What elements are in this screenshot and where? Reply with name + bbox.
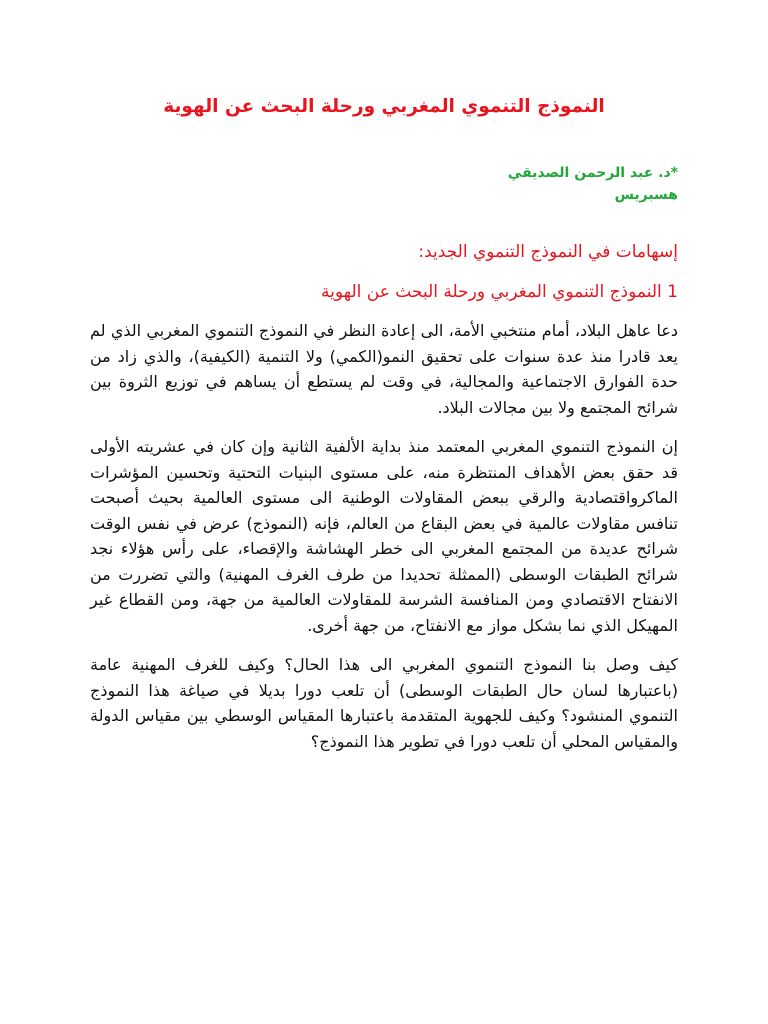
body-paragraph-3: كيف وصل بنا النموذج التنموي المغربي الى هذا الحال؟ وكيف للغرف المهنية عامة (باعتبارها لسان حال الطبقات الوسطى) أن تلعب دورا بديلا في صياغة هذا النموذج التنموي المنشود؟ وكيف للجهوية المتقدمة باعتبارها المقياس الوسطي بين مقياس الدولة والمقياس المحلي أن تلعب دورا في تطوير هذا النموذج؟ <box>90 655 678 751</box>
source-name: هسبريس <box>614 187 678 203</box>
author-name: *د. عبد الرحمن الصديقي <box>507 165 678 181</box>
byline <box>90 162 678 206</box>
body-paragraph-2: إن النموذج التنموي المغربي المعتمد منذ بداية الألفية الثانية وإن كان في عشريته الأولى قد حقق بعض الأهداف المنتظرة منه، على مستوى البنيات التحتية وتحسين المؤشرات الماكرواقتصادية والرقي ببعض المقاولات الوطنية الى مستوى العالمية بحيث أصبحت تنافس مقاولات عالمية في بعض البقاع من العالم، فإنه (النموذج) عرض في نفس الوقت شرائح عديدة من المجتمع المغربي الى خطر الهشاشة والإقصاء، على رأس هؤلاء نجد شرائح الطبقات الوسطى (الممثلة تحديدا من طرف الغرف المهنية) والتي تضررت من الانفتاح الاقتصادي ومن المنافسة الشرسة للمقاولات العالمية من جهة، ومن القطاع غير المهيكل الذي نما بشكل مواز مع الانفتاح، من جهة أخرى. <box>90 437 678 635</box>
article-title: النموذج التنموي المغربي ورحلة البحث عن الهوية <box>163 96 605 117</box>
body-paragraph-1: دعا عاهل البلاد، أمام منتخبي الأمة، الى إعادة النظر في النموذج التنموي المغربي الذي لم يعد قادرا منذ عدة سنوات على تحقيق النمو(الكمي) ولا التنمية (الكيفية)، والذي زاد من حدة الفوارق الاجتماعية والمجالية، في وقت لم يستطع أن يساهم في توزيع الثروة بين شرائح المجتمع ولا بين مجالات البلاد. <box>90 321 678 417</box>
section-heading: إسهامات في النموذج التنموي الجديد: <box>418 242 678 262</box>
section-subheading: 1 النموذج التنموي المغربي ورحلة البحث عن الهوية <box>321 282 678 302</box>
